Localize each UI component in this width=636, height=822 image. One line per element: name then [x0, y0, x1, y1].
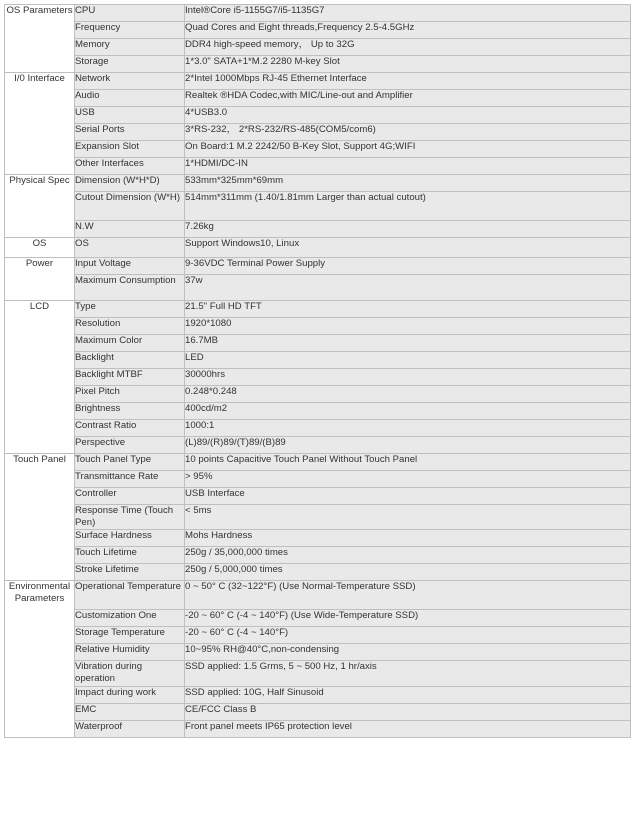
parameter-label: Other Interfaces: [75, 158, 185, 175]
parameter-label: Dimension (W*H*D): [75, 175, 185, 192]
spec-row: [5, 238, 631, 258]
spec-row: [5, 610, 631, 627]
parameter-value: DDR4 high-speed memory， Up to 32G: [185, 39, 631, 56]
spec-table: [4, 4, 631, 738]
spec-row: [5, 721, 631, 738]
parameter-value: (L)89/(R)89/(T)89/(B)89: [185, 437, 631, 454]
parameter-label: Transmittance Rate: [75, 471, 185, 488]
spec-row: [5, 352, 631, 369]
parameter-label: Pixel Pitch: [75, 386, 185, 403]
spec-row: [5, 687, 631, 704]
spec-row: [5, 175, 631, 192]
parameter-value: USB Interface: [185, 488, 631, 505]
parameter-label: Contrast Ratio: [75, 420, 185, 437]
parameter-value: 1*HDMI/DC-IN: [185, 158, 631, 175]
parameter-label: Waterproof: [75, 721, 185, 738]
spec-row: [5, 505, 631, 530]
spec-table-body: [5, 5, 631, 738]
spec-row: [5, 530, 631, 547]
spec-row: [5, 22, 631, 39]
spec-table-container: [4, 4, 631, 738]
parameter-value: 250g / 5,000,000 times: [185, 564, 631, 581]
section-category: I/0 Interface: [5, 73, 75, 175]
spec-row: [5, 471, 631, 488]
spec-row: [5, 124, 631, 141]
spec-row: [5, 107, 631, 124]
section-category: Touch Panel: [5, 454, 75, 581]
parameter-label: Customization One: [75, 610, 185, 627]
parameter-value: 10 points Capacitive Touch Panel Without Touch Panel: [185, 454, 631, 471]
parameter-label: EMC: [75, 704, 185, 721]
parameter-label: N.W: [75, 221, 185, 238]
parameter-label: Surface Hardness: [75, 530, 185, 547]
parameter-label: Controller: [75, 488, 185, 505]
parameter-label: Storage Temperature: [75, 627, 185, 644]
parameter-value: 0 ~ 50° C (32~122°F) (Use Normal-Temperature SSD): [185, 581, 631, 610]
parameter-label: OS: [75, 238, 185, 258]
spec-row: [5, 56, 631, 73]
parameter-value: Intel®Core i5-1155G7/i5-1135G7: [185, 5, 631, 22]
spec-row: [5, 386, 631, 403]
parameter-label: Stroke Lifetime: [75, 564, 185, 581]
parameter-value: 1920*1080: [185, 318, 631, 335]
parameter-value: 533mm*325mm*69mm: [185, 175, 631, 192]
parameter-label: Maximum Consumption: [75, 275, 185, 301]
parameter-label: Brightness: [75, 403, 185, 420]
spec-row: [5, 90, 631, 107]
parameter-label: Vibration during operation: [75, 661, 185, 687]
parameter-label: Input Voltage: [75, 258, 185, 275]
parameter-label: Operational Temperature: [75, 581, 185, 610]
parameter-label: Type: [75, 301, 185, 318]
spec-row: [5, 627, 631, 644]
spec-row: [5, 454, 631, 471]
spec-row: [5, 141, 631, 158]
parameter-label: Resolution: [75, 318, 185, 335]
section-category: Environmental Parameters: [5, 581, 75, 738]
parameter-value: LED: [185, 352, 631, 369]
parameter-value: 1*3.0" SATA+1*M.2 2280 M-key Slot: [185, 56, 631, 73]
parameter-label: CPU: [75, 5, 185, 22]
parameter-value: 37w: [185, 275, 631, 301]
parameter-label: Touch Lifetime: [75, 547, 185, 564]
spec-row: [5, 258, 631, 275]
parameter-label: Response Time (Touch Pen): [75, 505, 185, 530]
spec-row: [5, 158, 631, 175]
spec-row: [5, 318, 631, 335]
parameter-label: USB: [75, 107, 185, 124]
spec-row: [5, 581, 631, 610]
spec-row: [5, 73, 631, 90]
parameter-label: Perspective: [75, 437, 185, 454]
parameter-label: Memory: [75, 39, 185, 56]
section-category: OS: [5, 238, 75, 258]
parameter-value: > 95%: [185, 471, 631, 488]
section-category: OS Parameters: [5, 5, 75, 73]
parameter-value: 16.7MB: [185, 335, 631, 352]
section-category: LCD: [5, 301, 75, 454]
spec-row: [5, 369, 631, 386]
section-category: Physical Spec: [5, 175, 75, 238]
parameter-value: CE/FCC Class B: [185, 704, 631, 721]
spec-row: [5, 420, 631, 437]
parameter-label: Relative Humidity: [75, 644, 185, 661]
spec-row: [5, 547, 631, 564]
parameter-value: -20 ~ 60° C (-4 ~ 140°F): [185, 627, 631, 644]
spec-row: [5, 275, 631, 301]
parameter-value: 3*RS-232， 2*RS-232/RS-485(COM5/com6): [185, 124, 631, 141]
parameter-label: Impact during work: [75, 687, 185, 704]
parameter-value: < 5ms: [185, 505, 631, 530]
parameter-label: Serial Ports: [75, 124, 185, 141]
parameter-value: 4*USB3.0: [185, 107, 631, 124]
parameter-label: Expansion Slot: [75, 141, 185, 158]
parameter-value: 250g / 35,000,000 times: [185, 547, 631, 564]
parameter-value: 30000hrs: [185, 369, 631, 386]
parameter-value: 21.5" Full HD TFT: [185, 301, 631, 318]
parameter-value: 1000:1: [185, 420, 631, 437]
parameter-label: Maximum Color: [75, 335, 185, 352]
parameter-value: On Board:1 M.2 2242/50 B-Key Slot, Support 4G;WIFI: [185, 141, 631, 158]
parameter-value: 0.248*0.248: [185, 386, 631, 403]
parameter-label: Cutout Dimension (W*H): [75, 192, 185, 221]
parameter-label: Backlight: [75, 352, 185, 369]
spec-row: [5, 5, 631, 22]
parameter-value: 10~95% RH@40°C,non-condensing: [185, 644, 631, 661]
parameter-value: Realtek ®HDA Codec,with MIC/Line-out and Amplifier: [185, 90, 631, 107]
parameter-value: 400cd/m2: [185, 403, 631, 420]
spec-row: [5, 564, 631, 581]
parameter-value: SSD applied: 1.5 Grms, 5 ~ 500 Hz, 1 hr/axis: [185, 661, 631, 687]
parameter-value: SSD applied: 10G, Half Sinusoid: [185, 687, 631, 704]
parameter-label: Network: [75, 73, 185, 90]
parameter-label: Frequency: [75, 22, 185, 39]
parameter-value: -20 ~ 60° C (-4 ~ 140°F) (Use Wide-Temperature SSD): [185, 610, 631, 627]
spec-row: [5, 403, 631, 420]
spec-row: [5, 644, 631, 661]
spec-row: [5, 39, 631, 56]
parameter-label: Storage: [75, 56, 185, 73]
parameter-value: Front panel meets IP65 protection level: [185, 721, 631, 738]
spec-row: [5, 221, 631, 238]
parameter-value: 514mm*311mm (1.40/1.81mm Larger than actual cutout): [185, 192, 631, 221]
parameter-value: 9-36VDC Terminal Power Supply: [185, 258, 631, 275]
section-category: Power: [5, 258, 75, 301]
parameter-value: 2*Intel 1000Mbps RJ-45 Ethernet Interface: [185, 73, 631, 90]
spec-row: [5, 704, 631, 721]
parameter-label: Audio: [75, 90, 185, 107]
parameter-label: Touch Panel Type: [75, 454, 185, 471]
parameter-value: Mohs Hardness: [185, 530, 631, 547]
parameter-value: Quad Cores and Eight threads,Frequency 2.5-4.5GHz: [185, 22, 631, 39]
spec-row: [5, 488, 631, 505]
parameter-value: 7.26kg: [185, 221, 631, 238]
spec-row: [5, 301, 631, 318]
parameter-label: Backlight MTBF: [75, 369, 185, 386]
parameter-value: Support Windows10, Linux: [185, 238, 631, 258]
spec-row: [5, 335, 631, 352]
spec-row: [5, 437, 631, 454]
spec-row: [5, 661, 631, 687]
spec-row: [5, 192, 631, 221]
